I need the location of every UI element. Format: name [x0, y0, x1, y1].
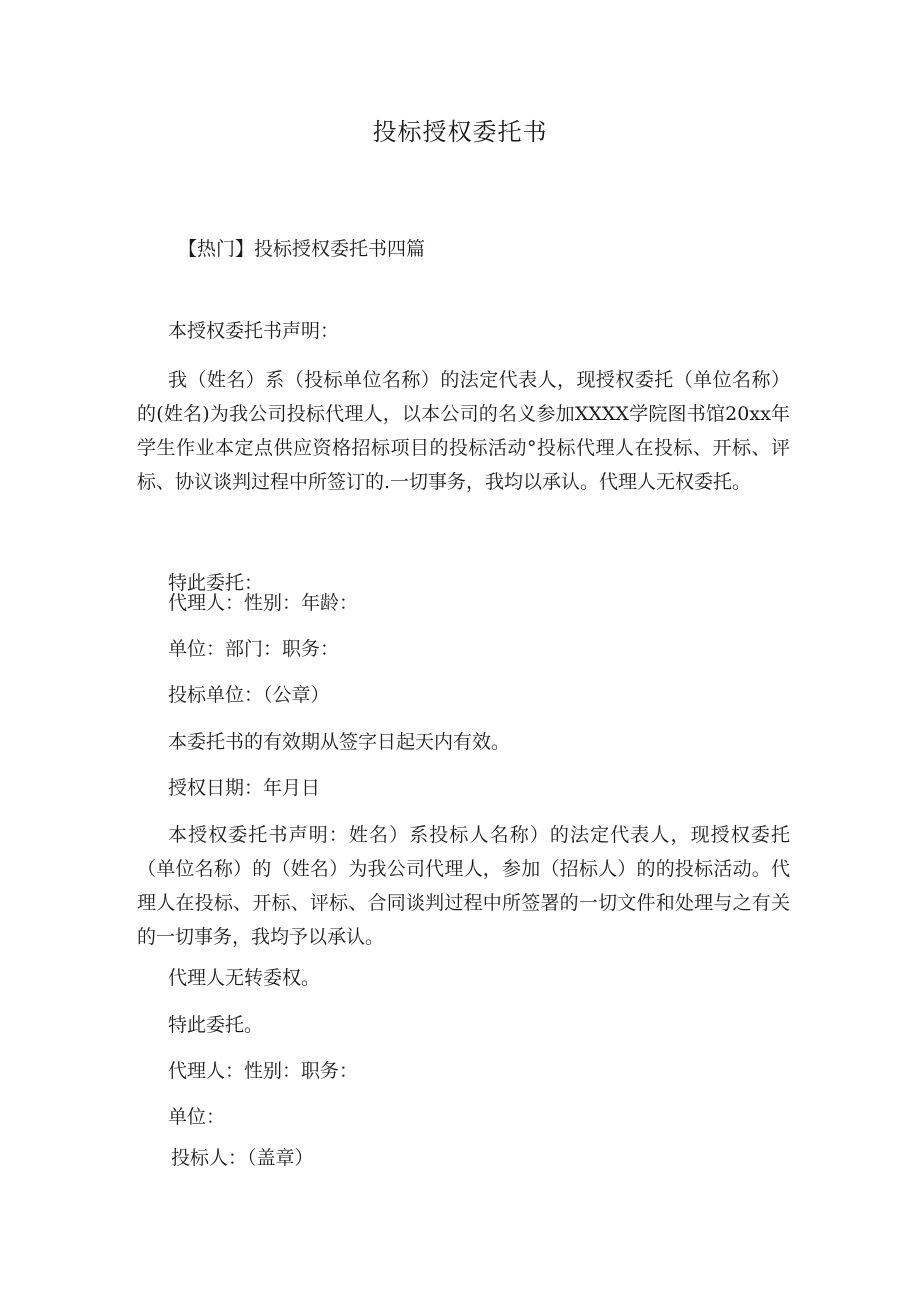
section1-bidder-unit: 投标单位：（公章）	[168, 684, 330, 706]
section2-special: 特此委托。	[168, 1014, 264, 1036]
section1-date: 授权日期：年月日	[168, 777, 321, 799]
section1-unit: 单位：部门：职务：	[168, 638, 340, 660]
section2-bidder: 投标人：（盖章）	[171, 1147, 314, 1169]
section1-agent: 代理人：性别：年龄：	[168, 592, 359, 614]
section1-special: 特此委托：	[168, 572, 264, 594]
section2-no-transfer: 代理人无转委权。	[168, 967, 321, 989]
section2-unit: 单位：	[168, 1106, 226, 1128]
document-title: 投标授权委托书	[372, 118, 548, 146]
section2-body: 本授权委托书声明：姓名）系投标人名称）的法定代表人，现授权委托（单位名称）的（姓名）为我公司代理人，参加（招标人）的的投标活动。代理人在投标、开标、评标、合同谈判过程中所签署的一切文件和处理与之有关的一切事务，我均予以承认。	[137, 824, 790, 948]
section1-heading: 本授权委托书声明：	[168, 320, 340, 342]
section1-body: 我（姓名）系（投标单位名称）的法定代表人，现授权委托（单位名称）的(姓名)为我公司投标代理人，以本公司的名义参加XXXX学院图书馆20xx年学生作业本定点供应资格招标项目的投标活动°投标代理人在投标、开标、评标、协议谈判过程中所签订的.一切事务，我均以承认。代理人无权委托。	[137, 369, 790, 493]
section2-agent: 代理人：性别：职务：	[168, 1060, 359, 1082]
section1-validity: 本委托书的有效期从签字日起天内有效。	[168, 731, 511, 753]
document-subtitle: 【热门】投标授权委托书四篇	[178, 238, 426, 260]
